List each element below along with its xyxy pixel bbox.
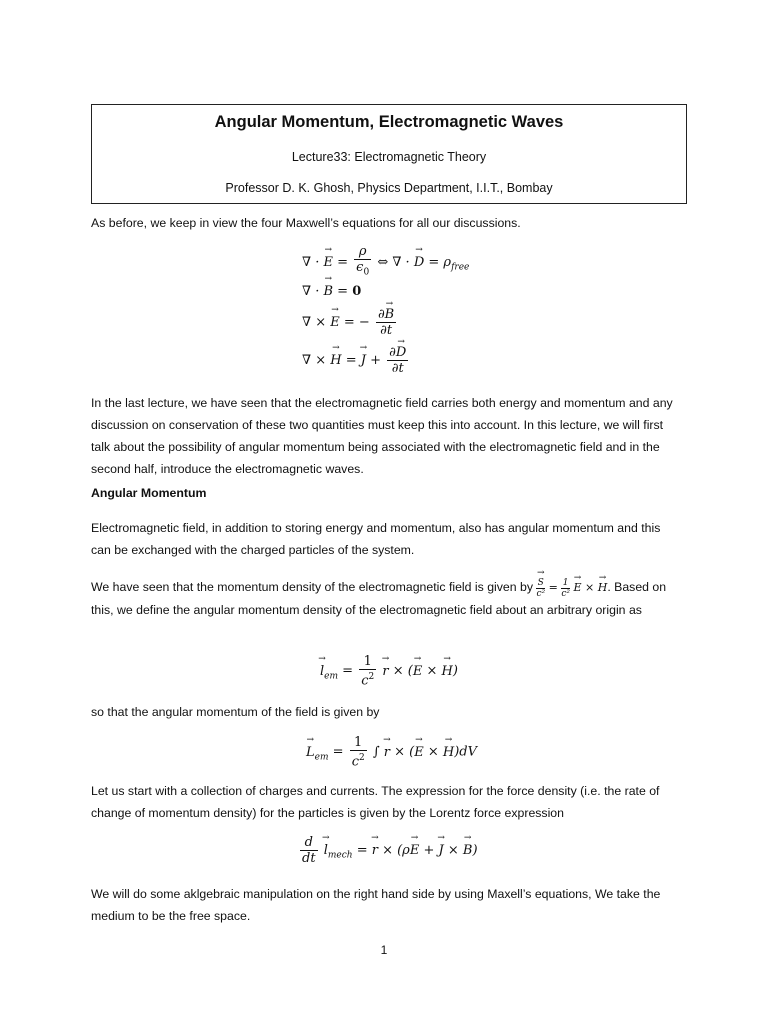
paragraph-momentum-density-start: We have seen that the momentum density of the electromagnetic field is given by (91, 580, 534, 594)
section-heading-angular-momentum: Angular Momentum (91, 486, 207, 500)
author-line: Professor D. K. Ghosh, Physics Department, I.I.T., Bombay (225, 181, 553, 195)
maxwell-equation-faraday: ∇ × → E = − $\frac{\partial\to B}{\partial t}$ (302, 307, 398, 338)
equation-total-angular-momentum: → $L_{em}$ = $\frac{1}{c^2}$ ∫ → r × (→ E × → H)dV (306, 735, 477, 769)
document-title: Angular Momentum, Electromagnetic Waves (214, 113, 564, 131)
paragraph-field-angular-momentum: so that the angular momentum of the field is given by (91, 705, 380, 719)
equation-mechanical-angular-momentum: $\frac{d}{dt}$ → $l_{mech}$ = → r × (ρ→ E + → J × → B) (298, 835, 478, 866)
paragraph-em-field: Electromagnetic field, in addition to storing energy and momentum, also has angular momentum and this can be exchanged with the charged particles of the system. (91, 521, 661, 557)
maxwell-equation-ampere: ∇ × → H = → J + $\frac{\partial\to D}{\partial t}$ (302, 345, 410, 376)
paragraph-momentum-density-end: . Based on this, we define the angular momentum density of the electromagnetic field about an arbitrary origin as (91, 580, 667, 617)
inline-momentum-formula: → $\frac{S}{\text{c²}}$ = $\frac{1}{\text{c²}}$ → E × → H (536, 581, 607, 594)
maxwell-equation-no-monopole: ∇ · → B = 0 (302, 284, 361, 299)
paragraph-algebraic-manipulation: We will do some aklgebraic manipulation on the right hand side by using Maxell’s equations, We take the medium to be the free space. (91, 887, 661, 923)
maxwell-equation-gauss: ∇ · → E = $\frac{\rho}{\epsilon_0}$ ⇔ ∇ · → $D = \rho_{free}$ (302, 244, 469, 281)
paragraph-lorentz-force: Let us start with a collection of charges and currents. The expression for the force density (i.e. the rate of change of momentum density) for the particles is given by the Lorentz force expression (91, 784, 660, 820)
title-box (91, 104, 687, 204)
lecture-subtitle: Lecture33: Electromagnetic Theory (291, 150, 487, 164)
equation-angular-momentum-density: → $l_{em}$ = $\frac{1}{c^2}$ → r × (→ E × → H) (320, 654, 458, 688)
paragraph-last-lecture: In the last lecture, we have seen that the electromagnetic field carries both energy and momentum and any discussion on conservation of these two quantities must keep this into account. In this lecture, we will first talk about the possibility of angular momentum being associated with the electromagnetic field and in the second half, introduce the electromagnetic waves. (91, 396, 673, 476)
page-number: 1 (380, 943, 388, 957)
paragraph-momentum-density (91, 576, 691, 621)
intro-paragraph: As before, we keep in view the four Maxwell’s equations for all our discussions. (91, 216, 521, 230)
